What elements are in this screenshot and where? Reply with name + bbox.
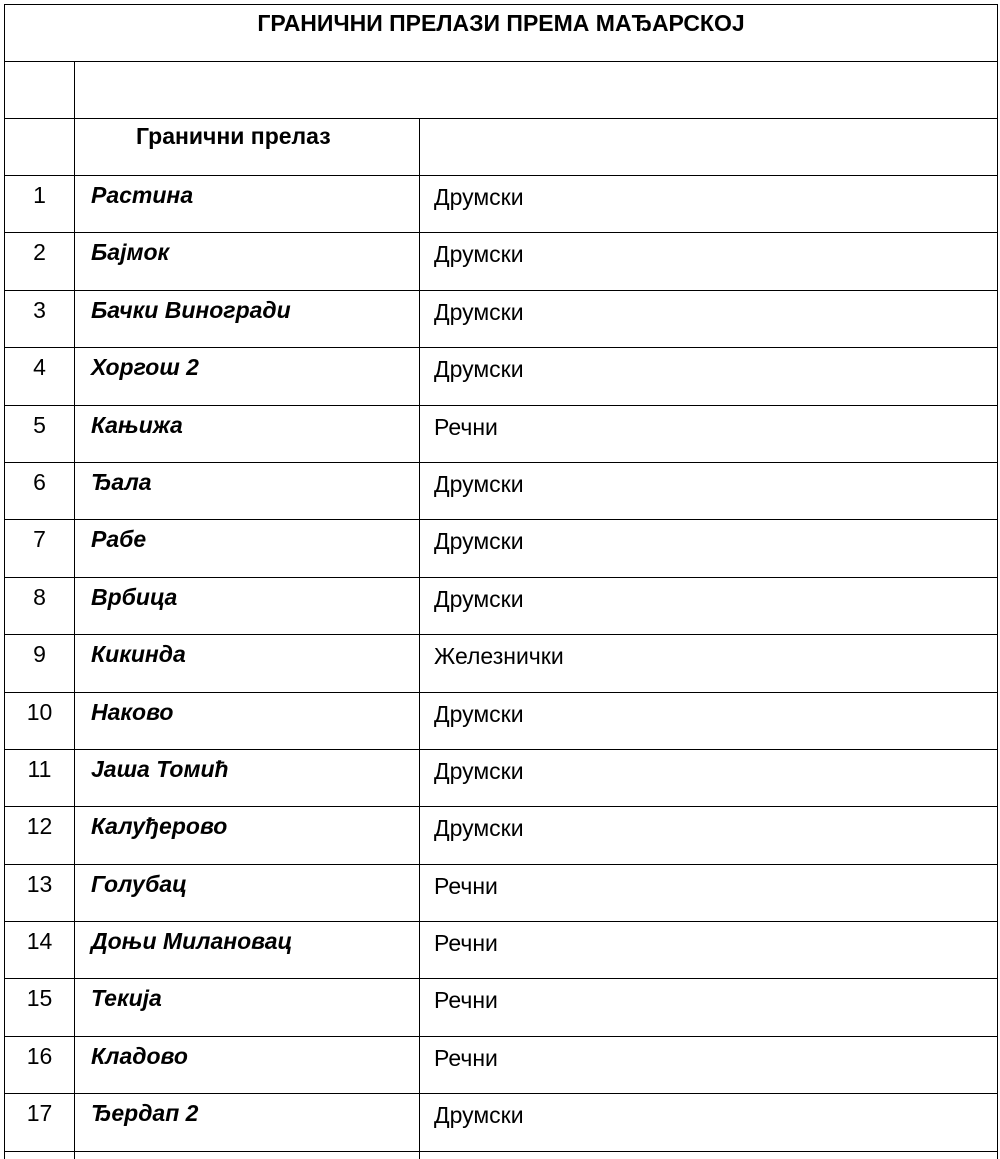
header-number-cell (5, 119, 75, 176)
crossing-type: Друмски (420, 233, 998, 290)
continuation-cell (5, 1151, 75, 1159)
crossing-name: Доњи Милановац (75, 922, 420, 979)
crossing-type: Друмски (420, 520, 998, 577)
table-row (5, 922, 998, 979)
header-type-cell (420, 119, 998, 176)
row-number: 5 (5, 405, 75, 462)
crossing-name: Ђала (75, 462, 420, 519)
table-row (5, 749, 998, 806)
row-number: 17 (5, 1094, 75, 1151)
row-number: 9 (5, 635, 75, 692)
crossing-type: Друмски (420, 1094, 998, 1151)
empty-cell (75, 62, 998, 119)
row-number: 2 (5, 233, 75, 290)
crossing-type: Речни (420, 864, 998, 921)
table-row (5, 864, 998, 921)
table-row (5, 979, 998, 1036)
row-number: 3 (5, 290, 75, 347)
table-row (5, 577, 998, 634)
crossing-type: Друмски (420, 577, 998, 634)
table-row (5, 1036, 998, 1093)
crossing-name: Хоргош 2 (75, 348, 420, 405)
crossing-type: Друмски (420, 176, 998, 233)
crossing-type: Речни (420, 1036, 998, 1093)
row-number: 14 (5, 922, 75, 979)
row-number: 15 (5, 979, 75, 1036)
border-crossings-table (4, 4, 998, 1159)
crossing-name: Растина (75, 176, 420, 233)
table-row (5, 176, 998, 233)
crossing-type: Речни (420, 405, 998, 462)
crossing-name: Кањижа (75, 405, 420, 462)
table-row (5, 348, 998, 405)
header-crossing-label: Гранични прелаз (75, 119, 420, 176)
table-title: ГРАНИЧНИ ПРЕЛАЗИ ПРЕМА МАЂАРСКОЈ (5, 5, 998, 62)
table-continuation-row (5, 1151, 998, 1159)
continuation-cell (420, 1151, 998, 1159)
row-number: 4 (5, 348, 75, 405)
crossing-type: Речни (420, 922, 998, 979)
crossing-name: Бајмок (75, 233, 420, 290)
header-row (5, 119, 998, 176)
row-number: 11 (5, 749, 75, 806)
table-row (5, 520, 998, 577)
row-number: 1 (5, 176, 75, 233)
row-number: 10 (5, 692, 75, 749)
table-row (5, 462, 998, 519)
row-number: 13 (5, 864, 75, 921)
crossing-type: Друмски (420, 290, 998, 347)
row-number: 6 (5, 462, 75, 519)
crossing-name: Кладово (75, 1036, 420, 1093)
crossing-name: Калуђерово (75, 807, 420, 864)
crossing-name: Јаша Томић (75, 749, 420, 806)
table-row (5, 1094, 998, 1151)
crossing-name: Врбица (75, 577, 420, 634)
continuation-cell (75, 1151, 420, 1159)
crossing-type: Друмски (420, 692, 998, 749)
table-row (5, 290, 998, 347)
crossing-name: Текија (75, 979, 420, 1036)
table-row (5, 635, 998, 692)
crossing-name: Кикинда (75, 635, 420, 692)
crossing-type: Друмски (420, 462, 998, 519)
crossing-name: Бачки Виногради (75, 290, 420, 347)
table-row (5, 807, 998, 864)
title-row (5, 5, 998, 62)
table-body (5, 5, 998, 1159)
table-row (5, 405, 998, 462)
crossing-name: Ђердап 2 (75, 1094, 420, 1151)
crossing-type: Речни (420, 979, 998, 1036)
crossing-name: Наково (75, 692, 420, 749)
row-number: 8 (5, 577, 75, 634)
row-number: 16 (5, 1036, 75, 1093)
crossing-name: Голубац (75, 864, 420, 921)
crossing-type: Друмски (420, 749, 998, 806)
table-row (5, 233, 998, 290)
row-number: 12 (5, 807, 75, 864)
crossing-type: Друмски (420, 348, 998, 405)
empty-row (5, 62, 998, 119)
crossing-type: Железнички (420, 635, 998, 692)
row-number: 7 (5, 520, 75, 577)
crossing-type: Друмски (420, 807, 998, 864)
table-row (5, 692, 998, 749)
crossing-name: Рабе (75, 520, 420, 577)
empty-cell (5, 62, 75, 119)
